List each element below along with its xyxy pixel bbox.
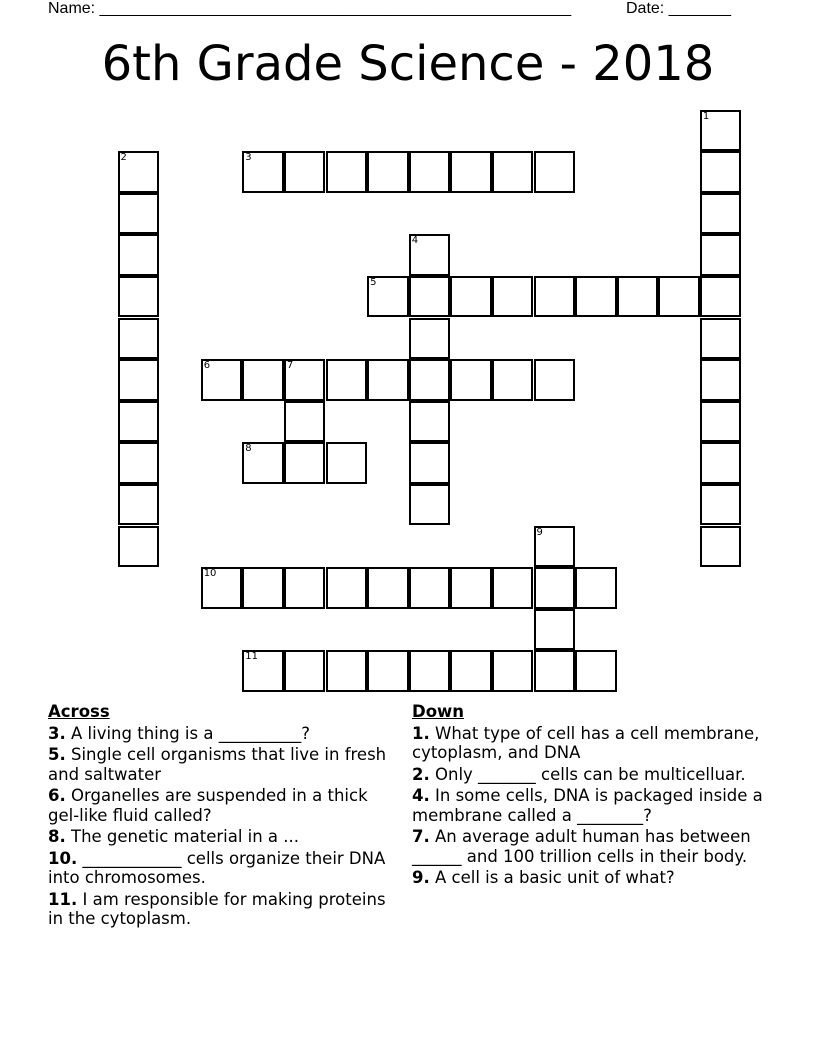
grid-cell[interactable] <box>700 276 742 318</box>
down-clue-4 <box>412 786 782 825</box>
grid-cell[interactable] <box>118 526 160 568</box>
clue-text: Single cell organisms that live in fresh and saltwater <box>48 745 387 784</box>
clue-number: 10. <box>48 848 78 868</box>
grid-cell[interactable] <box>409 359 451 401</box>
grid-cell[interactable] <box>492 276 534 318</box>
grid-cell[interactable] <box>242 359 284 401</box>
grid-cell[interactable] <box>409 401 451 443</box>
grid-cell[interactable] <box>534 567 576 609</box>
grid-cell[interactable] <box>575 650 617 692</box>
clue-text: Only _______ cells can be multicelluar. <box>435 764 746 784</box>
grid-cell[interactable] <box>201 567 243 609</box>
down-clue-9 <box>412 868 782 888</box>
clue-text: The genetic material in a ... <box>71 827 300 846</box>
across-clue-3 <box>48 724 398 744</box>
grid-cell[interactable] <box>700 193 742 235</box>
grid-cell[interactable] <box>534 151 576 193</box>
grid-cell[interactable] <box>450 151 492 193</box>
grid-cell[interactable] <box>367 359 409 401</box>
clue-number: 3. <box>48 723 66 743</box>
grid-cell[interactable] <box>118 151 160 193</box>
clue-number: 6. <box>48 786 66 805</box>
clue-number-label: 4 <box>411 235 419 247</box>
down-clues <box>412 702 782 890</box>
clue-number: 11. <box>48 889 78 909</box>
grid-cell[interactable] <box>575 567 617 609</box>
across-clues <box>48 702 398 931</box>
grid-cell[interactable] <box>700 401 742 443</box>
grid-cell[interactable] <box>534 359 576 401</box>
clue-text: A cell is a basic unit of what? <box>435 868 675 887</box>
grid-cell[interactable] <box>326 359 368 401</box>
clue-number-label: 1 <box>702 110 710 122</box>
clue-number: 9. <box>412 868 430 887</box>
clue-number-label: 7 <box>286 360 294 372</box>
grid-cell[interactable] <box>409 318 451 360</box>
page-title: 6th Grade Science - 2018 <box>101 36 715 92</box>
down-heading: Down <box>412 702 465 721</box>
grid-cell[interactable] <box>534 526 576 568</box>
clue-text: In some cells, DNA is packaged inside a membrane called a ________? <box>412 786 763 825</box>
grid-cell[interactable] <box>284 401 326 443</box>
grid-cell[interactable] <box>534 650 576 692</box>
grid-cell[interactable] <box>118 401 160 443</box>
grid-cell[interactable] <box>242 442 284 484</box>
grid-cell[interactable] <box>367 276 409 318</box>
grid-cell[interactable] <box>409 567 451 609</box>
grid-cell[interactable] <box>118 318 160 360</box>
grid-cell[interactable] <box>700 110 742 152</box>
grid-cell[interactable] <box>326 151 368 193</box>
grid-cell[interactable] <box>409 484 451 526</box>
grid-cell[interactable] <box>284 151 326 193</box>
clue-number: 5. <box>48 745 66 764</box>
grid-cell[interactable] <box>450 650 492 692</box>
clue-number: 7. <box>412 827 430 846</box>
clue-number-label: 5 <box>370 276 377 288</box>
grid-cell[interactable] <box>658 276 700 318</box>
clue-text: Organelles are suspended in a thick gel-like fluid called? <box>48 786 368 825</box>
grid-cell[interactable] <box>118 442 160 484</box>
grid-cell[interactable] <box>242 650 284 692</box>
grid-cell[interactable] <box>450 359 492 401</box>
clue-text: ____________ cells organize their DNA into chromosomes. <box>48 848 386 887</box>
clue-number-label: 11 <box>245 651 259 663</box>
grid-cell[interactable] <box>617 276 659 318</box>
clue-number-label: 3 <box>245 152 252 164</box>
grid-cell[interactable] <box>450 567 492 609</box>
grid-cell[interactable] <box>700 526 742 568</box>
grid-cell[interactable] <box>284 359 326 401</box>
grid-cell[interactable] <box>118 359 160 401</box>
clue-text: What type of cell has a cell membrane, cytoplasm, and DNA <box>412 723 760 762</box>
clue-number: 4. <box>412 786 430 805</box>
clue-text: A living thing is a __________? <box>71 723 310 743</box>
grid-cell[interactable] <box>284 650 326 692</box>
grid-cell[interactable] <box>326 442 368 484</box>
clue-number-label: 6 <box>203 360 211 372</box>
clue-number-label: 2 <box>120 152 127 164</box>
grid-cell[interactable] <box>118 234 160 276</box>
grid-cell[interactable] <box>367 650 409 692</box>
down-clue-2 <box>412 765 782 785</box>
grid-cell[interactable] <box>326 650 368 692</box>
grid-cell[interactable] <box>700 234 742 276</box>
grid-cell[interactable] <box>534 609 576 651</box>
grid-cell[interactable] <box>492 359 534 401</box>
grid-cell[interactable] <box>242 151 284 193</box>
grid-cell[interactable] <box>409 151 451 193</box>
grid-cell[interactable] <box>534 276 576 318</box>
grid-cell[interactable] <box>492 650 534 692</box>
grid-cell[interactable] <box>118 193 160 235</box>
grid-cell[interactable] <box>242 567 284 609</box>
grid-cell[interactable] <box>201 359 243 401</box>
across-clue-11 <box>48 890 398 929</box>
grid-cell[interactable] <box>367 567 409 609</box>
grid-cell[interactable] <box>367 151 409 193</box>
grid-cell[interactable] <box>450 276 492 318</box>
grid-cell[interactable] <box>700 359 742 401</box>
grid-cell[interactable] <box>409 650 451 692</box>
grid-cell[interactable] <box>700 484 742 526</box>
clue-number: 1. <box>412 723 430 743</box>
across-heading: Across <box>48 702 110 721</box>
clue-number-label: 8 <box>245 443 252 455</box>
down-clue-1 <box>412 724 782 763</box>
grid-cell[interactable] <box>409 234 451 276</box>
across-clue-6 <box>48 786 398 825</box>
clue-text: An average adult human has between ______ and 100 trillion cells in their body. <box>412 827 751 866</box>
grid-cell[interactable] <box>118 484 160 526</box>
grid-cell[interactable] <box>492 151 534 193</box>
clue-number-label: 10 <box>203 568 217 580</box>
down-clue-7 <box>412 827 782 866</box>
grid-cell[interactable] <box>700 442 742 484</box>
across-clue-10 <box>48 849 398 888</box>
name-line: Name: _____________________________________________________ <box>48 0 572 17</box>
grid-cell[interactable] <box>700 318 742 360</box>
across-clue-5 <box>48 745 398 784</box>
grid-cell[interactable] <box>326 567 368 609</box>
date-line: Date: _______ <box>626 0 731 17</box>
grid-cell[interactable] <box>700 151 742 193</box>
grid-cell[interactable] <box>409 442 451 484</box>
across-clue-8 <box>48 827 398 847</box>
grid-cell[interactable] <box>284 567 326 609</box>
grid-cell[interactable] <box>118 276 160 318</box>
clue-number: 8. <box>48 827 66 846</box>
grid-cell[interactable] <box>284 442 326 484</box>
clue-number: 2. <box>412 764 430 784</box>
grid-cell[interactable] <box>409 276 451 318</box>
clue-number-label: 9 <box>536 526 543 538</box>
grid-cell[interactable] <box>575 276 617 318</box>
clue-text: I am responsible for making proteins in the cytoplasm. <box>48 889 386 928</box>
grid-cell[interactable] <box>492 567 534 609</box>
